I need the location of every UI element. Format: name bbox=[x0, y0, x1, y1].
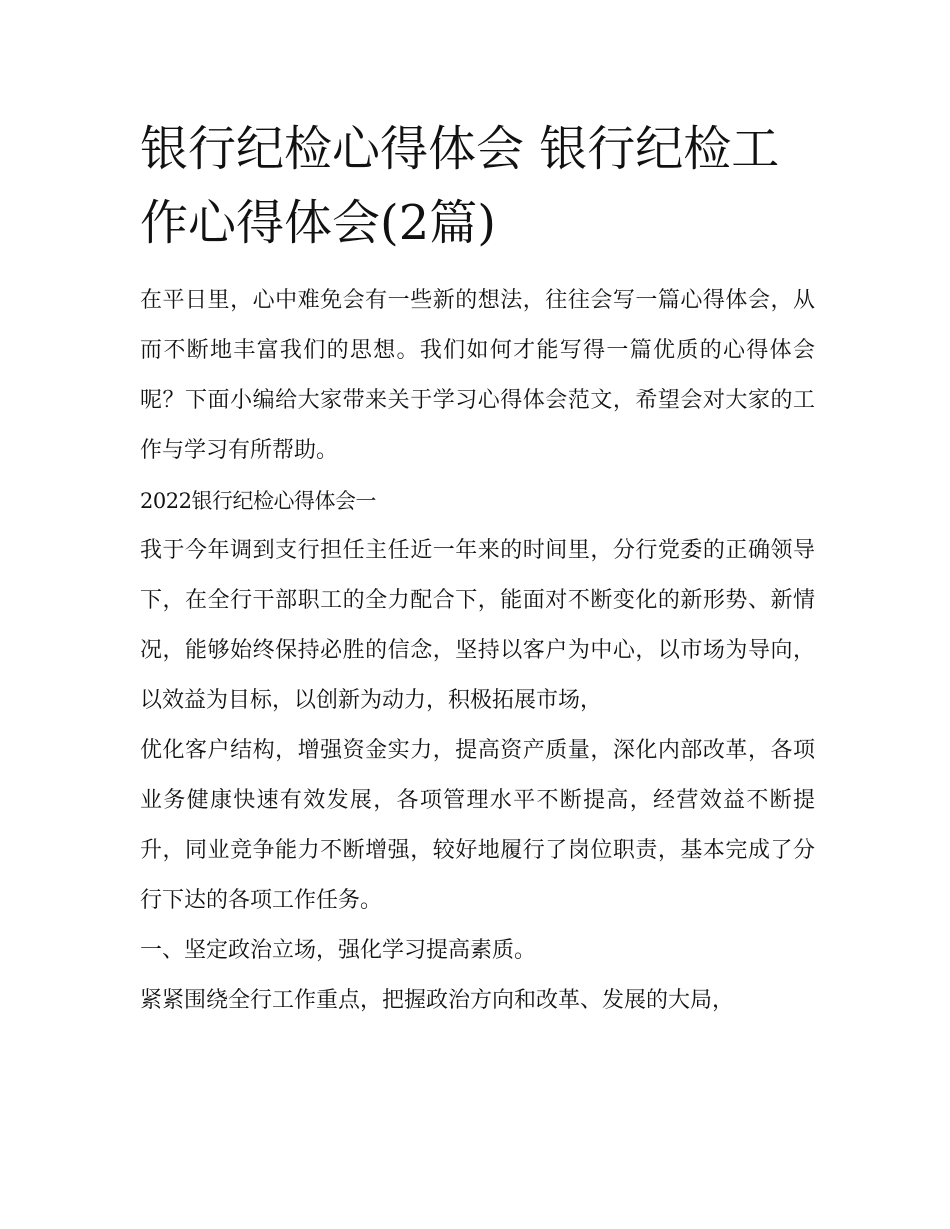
section-heading: 2022银行纪检心得体会一 bbox=[140, 489, 376, 513]
document-body bbox=[140, 276, 815, 1026]
document-title: 银行纪检心得体会 银行纪检工作心得体会(2篇) bbox=[140, 121, 780, 251]
intro-paragraph: 在平日里，心中难免会有一些新的想法，往往会写一篇心得体会，从而不断地丰富我们的思想。我们如何才能写得一篇优质的心得体会呢？下面小编给大家带来关于学习心得体会范文，希望会对大家的工作与学习有所帮助。 bbox=[140, 288, 815, 463]
body-paragraph: 优化客户结构，增强资金实力，提高资产质量，深化内部改革，各项业务健康快速有效发展，各项管理水平不断提高，经营效益不断提升，同业竞争能力不断增强，较好地履行了岗位职责，基本完成了分行下达的各项工作任务。 bbox=[140, 738, 815, 913]
body-paragraph: 紧紧围绕全行工作重点，把握政治方向和改革、发展的大局， bbox=[140, 988, 735, 1013]
body-paragraph: 我于今年调到支行担任主任近一年来的时间里，分行党委的正确领导下，在全行干部职工的全力配合下，能面对不断变化的新形势、新情况，能够始终保持必胜的信念，坚持以客户为中心，以市场为导向，以效益为目标，以创新为动力，积极拓展市场， bbox=[140, 538, 815, 713]
document-page bbox=[140, 112, 815, 1026]
subsection-heading: 一、坚定政治立场，强化学习提高素质。 bbox=[140, 938, 537, 963]
